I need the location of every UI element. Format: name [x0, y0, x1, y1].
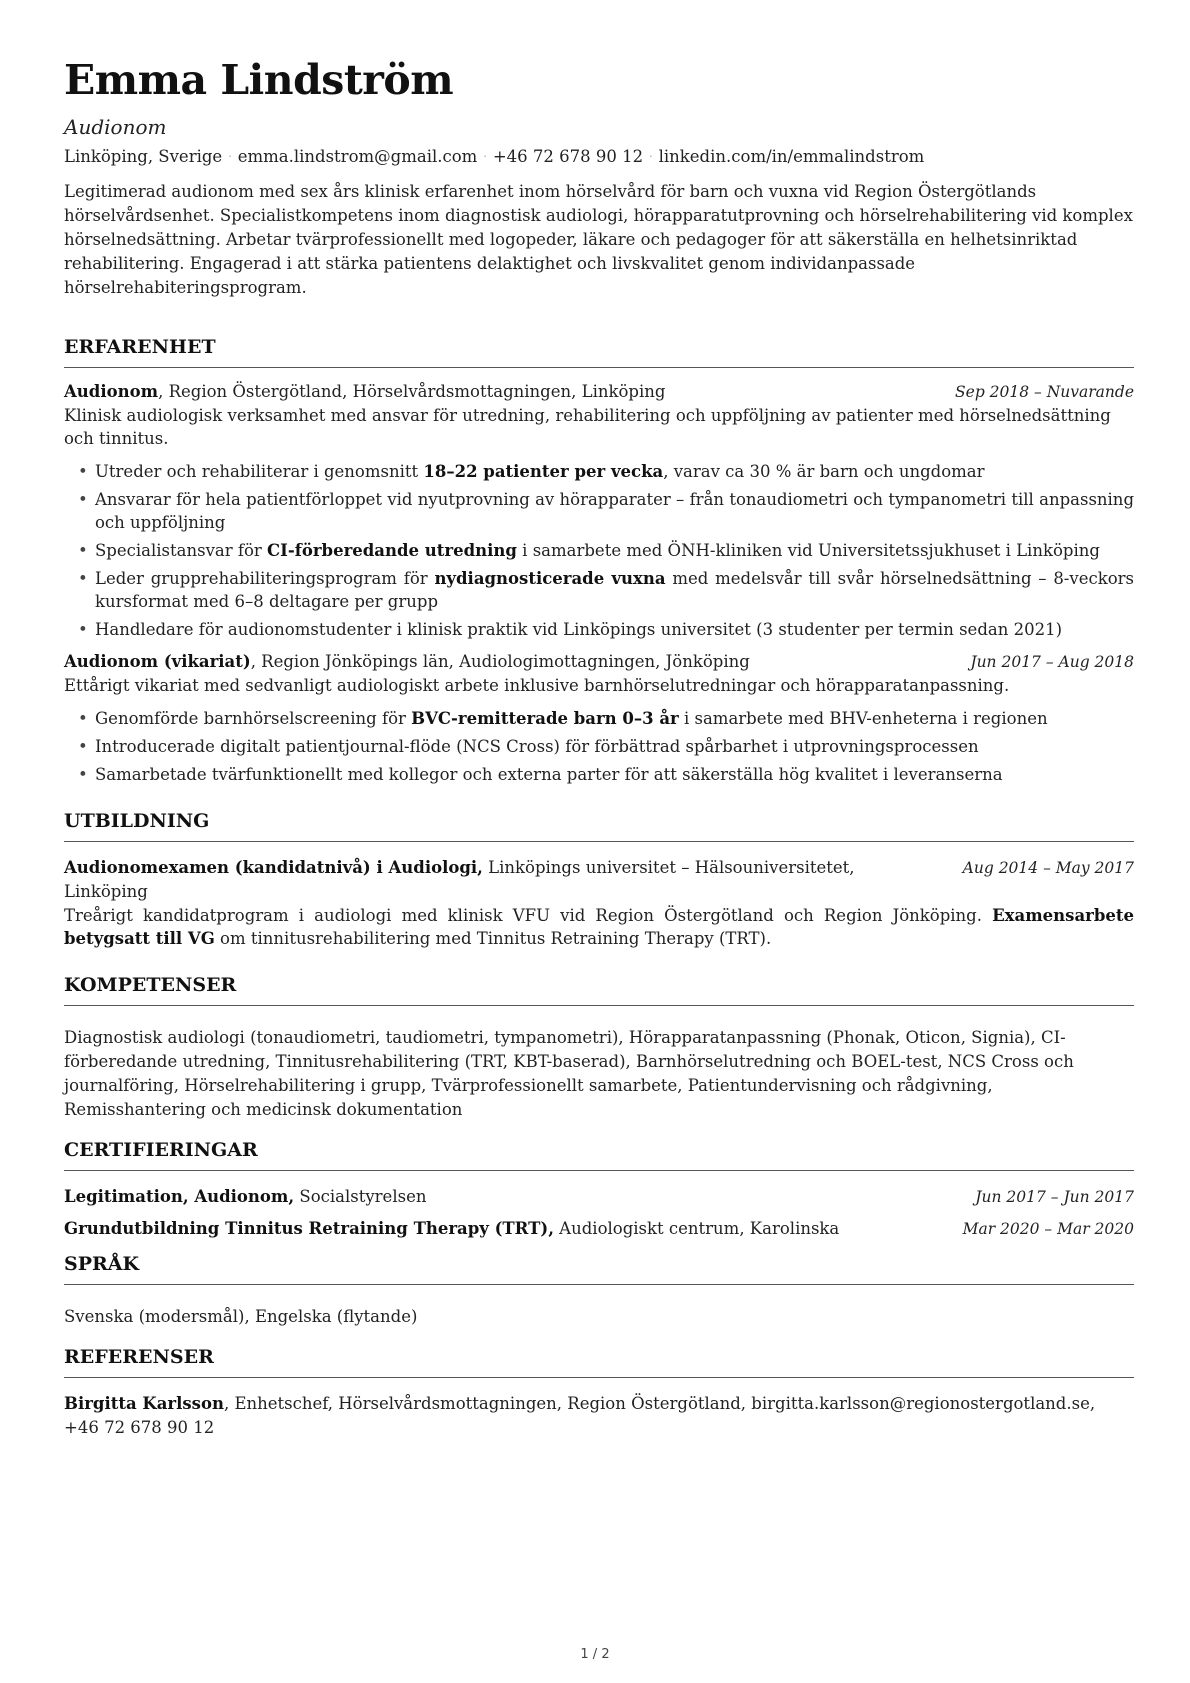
- section-title-certifications: CERTIFIERINGAR: [64, 1141, 1134, 1171]
- bullet-item: • Handledare för audionomstudenter i klinisk praktik vid Linköpings universitet (3 studenter per termin sedan 2021): [64, 618, 1134, 641]
- section-title-references: REFERENSER: [64, 1348, 1134, 1378]
- job-date: Jun 2017 – Aug 2018: [970, 653, 1134, 671]
- section-title-education: UTBILDNING: [64, 812, 1134, 842]
- certification-list: [64, 1185, 1134, 1241]
- reference-name: Birgitta Karlsson: [64, 1394, 224, 1413]
- entry-heading: [64, 650, 1134, 674]
- job-role: Audionom: [64, 382, 159, 401]
- job-role: Audionom (vikariat): [64, 652, 251, 671]
- bullet-item: • Samarbetade tvärfunktionellt med kollegor och externa parter för att säkerställa hög kvalitet i leveranserna: [64, 763, 1134, 786]
- resume-header: [64, 56, 1134, 300]
- reference-entry: [64, 1392, 1134, 1440]
- candidate-role: Audionom: [64, 115, 167, 139]
- certification-item: [64, 1185, 1134, 1209]
- contact-separator: ·: [483, 150, 487, 163]
- job-bullets: [64, 707, 1134, 786]
- reference-details: , Enhetschef, Hörselvårdsmottagningen, Region Östergötland, birgitta.karlsson@regionostergotland.se, +46 72 678 90 12: [64, 1394, 1096, 1437]
- entry-title: [64, 650, 750, 674]
- job-date: Sep 2018 – Nuvarande: [955, 383, 1134, 401]
- languages-text: Svenska (modersmål), Engelska (flytande): [64, 1307, 418, 1326]
- bullet-item: • Introducerade digitalt patientjournal-flöde (NCS Cross) för förbättrad spårbarhet i utprovningsprocessen: [64, 735, 1134, 758]
- bullet-item: • Genomförde barnhörselscreening för BVC-remitterade barn 0–3 år i samarbete med BHV-enheterna i regionen: [64, 707, 1134, 730]
- bullet-item: • Leder grupprehabiliteringsprogram för nydiagnosticerade vuxna med medelsvår till svår hörselnedsättning – 8-veckors kursformat med 6–8 deltagare per grupp: [64, 567, 1134, 613]
- skills-text: Diagnostisk audiologi (tonaudiometri, taudiometri, tympanometri), Hörapparatanpassning (Phonak, Oticon, Signia), CI-förberedande utredning, Tinnitusrehabilitering (TRT, KBT-baserad), Barnhörselutredning och BOEL-test, NCS Cross och journalföring, Hörselrehabilitering i grupp, Tvärprofessionellt samarbete, Patientundervisning och rådgivning, Remisshantering och medicinsk dokumentation: [64, 1028, 1074, 1119]
- bullet-item: • Utreder och rehabiliterar i genomsnitt 18–22 patienter per vecka, varav ca 30 % är barn och ungdomar: [64, 460, 1134, 483]
- resume-page: [64, 56, 1135, 1440]
- candidate-name: Emma Lindström: [64, 56, 454, 104]
- certification-date: Mar 2020 – Mar 2020: [962, 1220, 1134, 1238]
- entry-title: [64, 856, 864, 904]
- section-title-languages: SPRÅK: [64, 1255, 1134, 1285]
- certification-date: Jun 2017 – Jun 2017: [975, 1188, 1134, 1206]
- education-description: Treårigt kandidatprogram i audiologi med klinisk VFU vid Region Östergötland och Region Jönköping. Examensarbete betygsatt till VG om tinnitusrehabilitering med Tinnitus Retraining Therapy (TRT).: [64, 906, 1134, 948]
- page-number: 1 / 2: [580, 1647, 610, 1662]
- job-org: , Region Östergötland, Hörselvårdsmottagningen, Linköping: [158, 382, 666, 401]
- contact-linkedin[interactable]: linkedin.com/in/emmalindstrom: [658, 147, 925, 166]
- contact-line: [64, 146, 1134, 170]
- bullet-item: • Specialistansvar för CI-förberedande utredning i samarbete med ÖNH-kliniken vid Universitetssjukhuset i Linköping: [64, 539, 1134, 562]
- contact-separator: ·: [228, 150, 232, 163]
- bullet-item: • Ansvarar för hela patientförloppet vid nyutprovning av hörapparater – från tonaudiometri och tympanometri till anpassning och uppföljning: [64, 488, 1134, 534]
- entry-heading: [64, 380, 1134, 404]
- education-entry: [64, 856, 1134, 950]
- job-bullets: [64, 460, 1134, 641]
- school: Linköpings universitet – Hälsouniversitetet, Linköping: [64, 858, 855, 901]
- contact-phone[interactable]: +46 72 678 90 12: [492, 147, 644, 166]
- entry-heading: [64, 856, 1134, 904]
- contact-email[interactable]: emma.lindstrom@gmail.com: [237, 147, 478, 166]
- profile-summary: Legitimerad audionom med sex års klinisk erfarenhet inom hörselvård för barn och vuxna vid Region Östergötlands hörselvårdsenhet. Specialistkompetens inom diagnostisk audiologi, hörapparatutprovning och hörselrehabilitering vid komplex hörselnedsättning. Arbetar tvärprofessionellt med logopeder, läkare och pedagoger för att säkerställa en helhetsinriktad rehabilitering. Engagerad i att stärka patientens delaktighet och livskvalitet genom individanpassade hörselrehabiteringsprogram.: [64, 182, 1133, 297]
- certification-title: Grundutbildning Tinnitus Retraining Therapy (TRT), Audiologiskt centrum, Karolinska: [64, 1219, 840, 1238]
- section-title-skills: KOMPETENSER: [64, 976, 1134, 1006]
- experience-entry: [64, 650, 1134, 786]
- certification-title: Legitimation, Audionom, Socialstyrelsen: [64, 1187, 427, 1206]
- entry-title: [64, 380, 665, 404]
- job-description: Ettårigt vikariat med sedvanligt audiologiskt arbete inklusive barnhörselutredningar och hörapparatanpassning.: [64, 676, 1010, 695]
- section-title-experience: ERFARENHET: [64, 338, 1134, 368]
- education-date: Aug 2014 – May 2017: [962, 859, 1134, 877]
- contact-location: Linköping, Sverige: [64, 147, 223, 166]
- degree: Audionomexamen (kandidatnivå) i Audiologi,: [64, 858, 483, 877]
- job-description: Klinisk audiologisk verksamhet med ansvar för utredning, rehabilitering och uppföljning av patienter med hörselnedsättning och tinnitus.: [64, 406, 1111, 448]
- contact-separator: ·: [649, 150, 653, 163]
- job-org: , Region Jönköpings län, Audiologimottagningen, Jönköping: [250, 652, 750, 671]
- experience-entry: [64, 380, 1134, 641]
- certification-item: [64, 1217, 1134, 1241]
